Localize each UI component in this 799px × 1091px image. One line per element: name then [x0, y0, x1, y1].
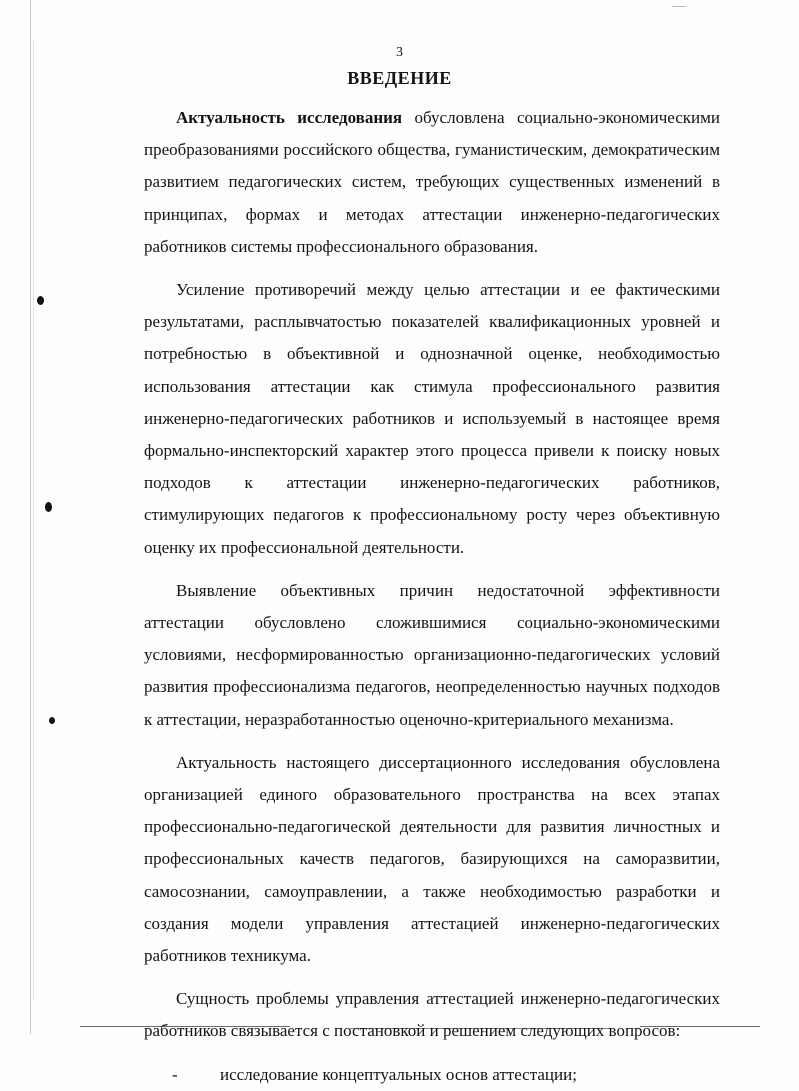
- scan-top-mark: [672, 6, 686, 7]
- paragraph-1-text: обусловлена социально-экономическими преобразованиями российского общества, гуманистическим, демократическим развитием педагогических систем, требующих существенных изменений в принципах, формах и методах аттестации инженерно-педагогических работников системы профессионального образования.: [144, 108, 720, 256]
- scan-margin-line: [30, 0, 31, 1034]
- list-item: [144, 1059, 720, 1091]
- scan-hole-mark: [37, 296, 44, 305]
- list-item-text: исследование концептуальных основ аттестации;: [220, 1064, 577, 1084]
- paragraph-1: [144, 102, 720, 263]
- body-text: [144, 102, 720, 1091]
- paragraph-5: Сущность проблемы управления аттестацией инженерно-педагогических работников связывается с постановкой и решением следующих вопросов:: [144, 989, 720, 1041]
- scan-hole-mark: [49, 717, 55, 724]
- scan-hole-mark: [45, 502, 52, 512]
- paragraph-1-lead: Актуальность исследования: [176, 108, 403, 127]
- page-number: 3: [396, 45, 403, 60]
- list-dash: -: [172, 1064, 178, 1084]
- paragraph-4: Актуальность настоящего диссертационного исследования обусловлена организацией единого образовательного пространства на всех этапах профессионально-педагогической деятельности для развития личностных и профессиональных качеств педагогов, базирующихся на саморазвитии, самосознании, самоуправлении, а также необходимостью разработки и создания модели управления аттестацией инженерно-педагогических работников техникума.: [144, 752, 720, 966]
- scan-margin-line-faint: [33, 40, 34, 1000]
- paragraph-2: Усиление противоречий между целью аттестации и ее фактическими результатами, расплывчатостью показателей квалификационных уровней и потребностью в объективной и однозначной оценке, необходимостью использования аттестации как стимула профессионального развития инженерно-педагогических работников и используемый в настоящее время формально-инспекторский характер этого процесса привели к поиску новых подходов к аттестации инженерно-педагогических работников, стимулирующих педагогов к профессиональному росту через объективную оценку их профессиональной деятельности.: [144, 280, 720, 557]
- section-heading: ВВЕДЕНИЕ: [347, 68, 452, 88]
- paragraph-3: Выявление объективных причин недостаточной эффективности аттестации обусловлено сложившимися социально-экономическими условиями, несформированностью организационно-педагогических условий развития профессионализма педагогов, неопределенностью научных подходов к аттестации, неразработанностью оценочно-критериального механизма.: [144, 580, 720, 729]
